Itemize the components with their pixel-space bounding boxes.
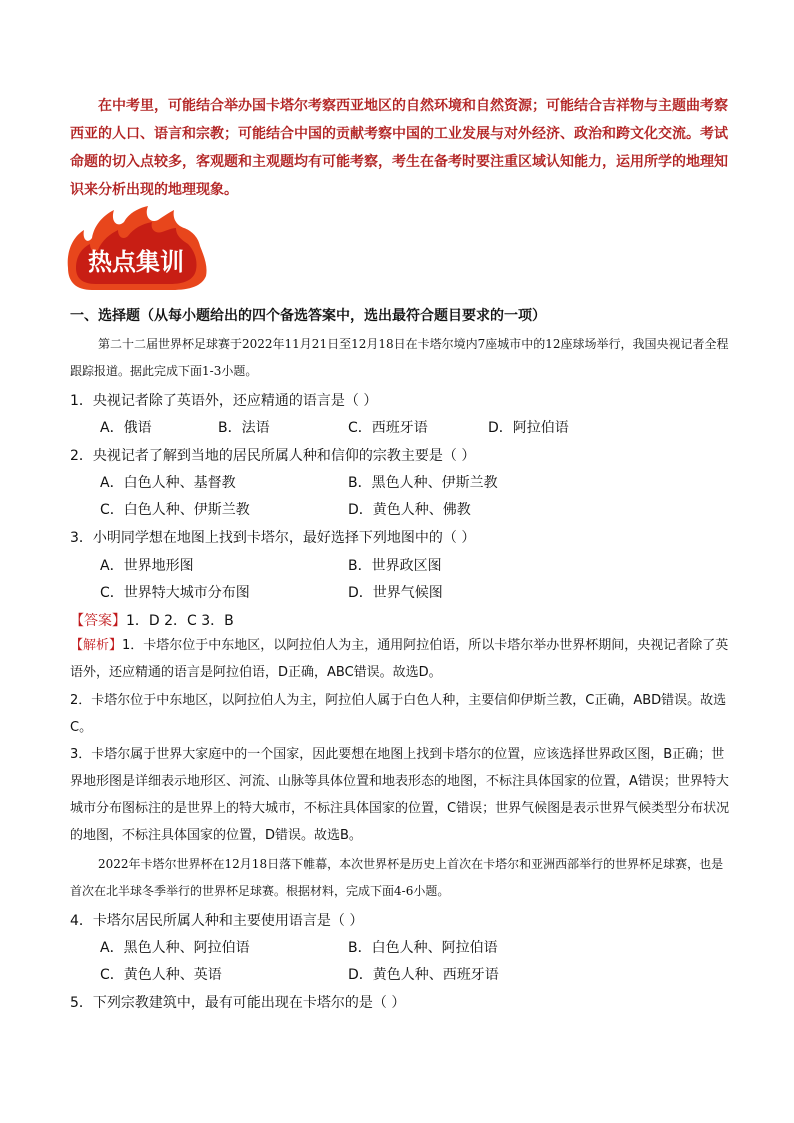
answer-line — [70, 610, 234, 630]
q3-option-c: C．世界特大城市分布图 — [100, 585, 250, 601]
question-3: 3．小明同学想在地图上找到卡塔尔，最好选择下列地图中的（ ） — [70, 530, 476, 546]
analysis-1 — [70, 632, 730, 686]
q2-option-b: B．黑色人种、伊斯兰教 — [348, 475, 498, 491]
question-5: 5．下列宗教建筑中，最有可能出现在卡塔尔的是（ ） — [70, 995, 406, 1011]
material-2: 2022年卡塔尔世界杯在12月18日落下帷幕，本次世界杯是历史上首次在卡塔尔和亚洲西部举行的世界杯足球赛，也是首次在北半球冬季举行的世界杯足球赛。根据材料，完成下面4-6小题。 — [70, 857, 724, 898]
analysis-label: 【解析】 — [70, 638, 123, 653]
question-2: 2．央视记者了解到当地的居民所属人种和信仰的宗教主要是（ ） — [70, 448, 476, 464]
q1-option-b: B．法语 — [218, 420, 270, 436]
q1-option-a: A．俄语 — [100, 420, 152, 436]
q3-option-a: A．世界地形图 — [100, 558, 194, 574]
q4-option-c: C．黄色人种、英语 — [100, 967, 222, 983]
badge-label: 热点集训 — [88, 247, 184, 276]
q3-option-b: B．世界政区图 — [348, 558, 442, 574]
question-1: 1．央视记者除了英语外，还应精通的语言是（ ） — [70, 393, 378, 409]
q1-option-c: C．西班牙语 — [348, 420, 428, 436]
q4-option-d: D．黄色人种、西班牙语 — [348, 967, 499, 983]
intro-paragraph: 在中考里，可能结合举办国卡塔尔考察西亚地区的自然环境和自然资源；可能结合吉祥物与主题曲考察西亚的人口、语言和宗教；可能结合中国的贡献考察中国的工业发展与对外经济、政治和跨文化交流。考试命题的切入点较多，客观题和主观题均有可能考察，考生在备考时要注重区域认知能力，运用所学的地理知识来分析出现的地理现象。 — [70, 98, 728, 198]
answer-label: 【答案】 — [70, 613, 126, 629]
analysis-2: 2．卡塔尔位于中东地区，以阿拉伯人为主，阿拉伯人属于白色人种，主要信仰伊斯兰教，C正确，ABD错误。故选C。 — [70, 693, 727, 735]
flame-icon — [62, 206, 212, 292]
q1-option-d: D．阿拉伯语 — [488, 420, 569, 436]
q4-option-a: A．黑色人种、阿拉伯语 — [100, 940, 250, 956]
q2-option-a: A．白色人种、基督教 — [100, 475, 236, 491]
q2-option-c: C．白色人种、伊斯兰教 — [100, 502, 250, 518]
analysis-3: 3．卡塔尔属于世界大家庭中的一个国家，因此要想在地图上找到卡塔尔的位置，应该选择世界政区图，B正确；世界地形图是详细表示地形区、河流、山脉等具体位置和地表形态的地图，不标注具体国家的位置，A错误；世界特大城市分布图标注的是世界上的特大城市，不标注具体国家的位置，C错误；世界气候图是表示世界气候类型分布状况的地图，不标注具体国家的位置，D错误。故选B。 — [70, 747, 730, 843]
material-1: 第二十二届世界杯足球赛于2022年11月21日至12月18日在卡塔尔境内7座城市中的12座球场举行，我国央视记者全程跟踪报道。据此完成下面1-3小题。 — [70, 337, 729, 378]
q4-option-b: B．白色人种、阿拉伯语 — [348, 940, 498, 956]
section-title: 一、选择题（从每小题给出的四个备选答案中，选出最符合题目要求的一项） — [70, 308, 546, 324]
hot-topic-badge — [62, 206, 212, 292]
q2-option-d: D．黄色人种、佛教 — [348, 502, 471, 518]
answer-text: 1．D 2．C 3．B — [126, 613, 234, 629]
q3-option-d: D．世界气候图 — [348, 585, 443, 601]
question-4: 4．卡塔尔居民所属人种和主要使用语言是（ ） — [70, 913, 364, 929]
analysis-1-text: 1．卡塔尔位于中东地区，以阿拉伯人为主，通用阿拉伯语，所以卡塔尔举办世界杯期间，央视记者除了英语外，还应精通的语言是阿拉伯语，D正确，ABC错误。故选D。 — [70, 638, 729, 680]
